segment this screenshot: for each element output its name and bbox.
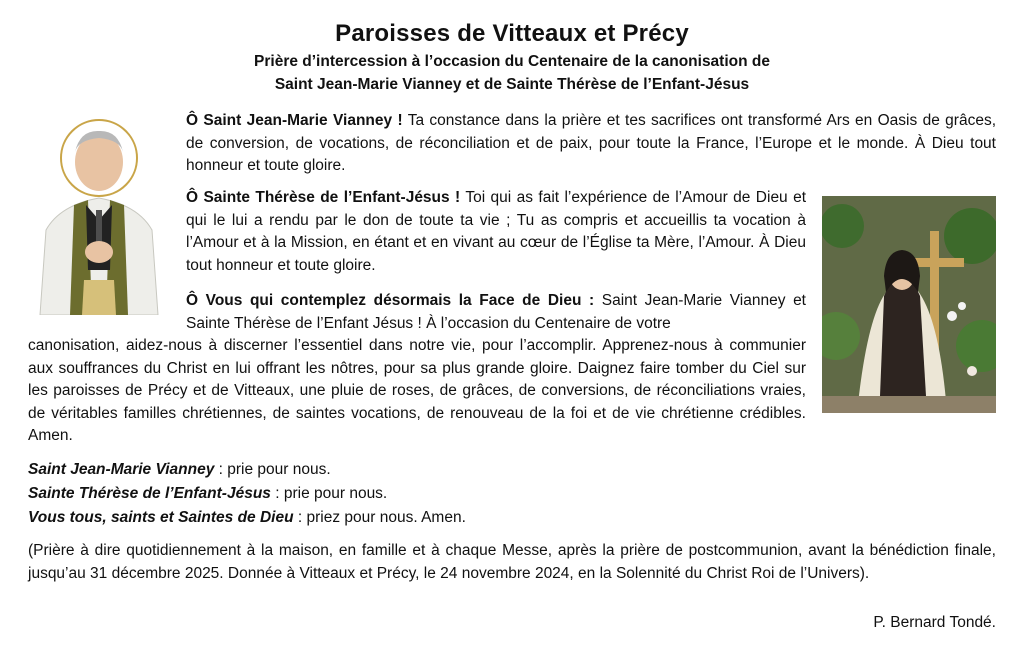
invocation-response: : prie pour nous.: [214, 461, 331, 478]
prayer-therese: [186, 187, 806, 277]
invocation-name: Vous tous, saints et Saintes de Dieu: [28, 509, 294, 526]
invocation-all-saints: [28, 509, 466, 527]
sainte-therese-image: [822, 196, 996, 413]
invocation-name: Saint Jean-Marie Vianney: [28, 461, 215, 478]
subtitle-line-2: Saint Jean-Marie Vianney et de Sainte Thérèse de l’Enfant-Jésus: [274, 76, 750, 93]
page-title: Paroisses de Vitteaux et Précy: [335, 20, 689, 47]
usage-note: (Prière à dire quotidiennement à la maison, en famille et à chaque Messe, après la prière de postcommunion, avant la bénédiction finale, jusqu’au 31 décembre 2025. Donnée à Vitteaux et Précy, le 24 novembre 2024, en la Solennité du Christ Roi de l’Univers).: [28, 542, 996, 582]
invocation-name: Sainte Thérèse de l’Enfant-Jésus: [28, 485, 271, 502]
prayer-saints-heading: Ô Vous qui contemplez désormais la Face de Dieu :: [186, 292, 595, 309]
prayer-vianney: [186, 110, 996, 178]
invocation-response: : priez pour nous. Amen.: [293, 509, 466, 526]
invocation-response: : prie pour nous.: [270, 485, 388, 502]
saint-jean-marie-vianney-image: [30, 110, 168, 315]
subtitle-line-1: Prière d’intercession à l’occasion du Centenaire de la canonisation de: [254, 53, 770, 70]
prayer-therese-heading: Ô Sainte Thérèse de l’Enfant-Jésus !: [186, 189, 461, 206]
prayer-saints-continuation: canonisation, aidez-nous à discerner l’essentiel dans notre vie, pour l’accomplir. Apprenez-nous à communier aux souffrances du Christ en lui offrant les nôtres, pour sa plus grande gloire. Daignez faire tomber du Ciel sur les paroisses de Précy et de Vitteaux, une pluie de roses, de grâces, de conversions, de réconciliations vraies, de véritables familles chrétiennes, de saintes vocations, de renouveau de la foi et de vie chrétienne crédibles. Amen.: [28, 337, 806, 444]
prayer-saints-text-start: Saint Jean-Marie Vianney et Sainte Thérèse de l’Enfant Jésus ! À l’occasion du Centenaire de votre: [186, 292, 806, 332]
prayer-vianney-text: Ta constance dans la prière et tes sacrifices ont transformé Ars en Oasis de grâces, de conversion, de vocations, de réconciliation et de paix, pour toute la France, l’Europe et le monde. À Dieu tout honneur et toute gloire.: [186, 112, 996, 174]
invocation-vianney: [28, 461, 331, 479]
prayer-vianney-heading: Ô Saint Jean-Marie Vianney !: [186, 112, 403, 129]
prayer-therese-text: Toi qui as fait l’expérience de l’Amour de Dieu et qui le lui a rendu par le don de toute ta vie ; Tu as compris et accueillis ta vocation à l’Amour et à la Mission, en étant et en vivant au cœur de l’Église ta Mère, l’Amour. À Dieu tout honneur et toute gloire.: [186, 189, 807, 274]
prayer-saints-intro: [186, 290, 806, 335]
invocation-therese: [28, 485, 387, 503]
signature: P. Bernard Tondé.: [873, 614, 996, 631]
